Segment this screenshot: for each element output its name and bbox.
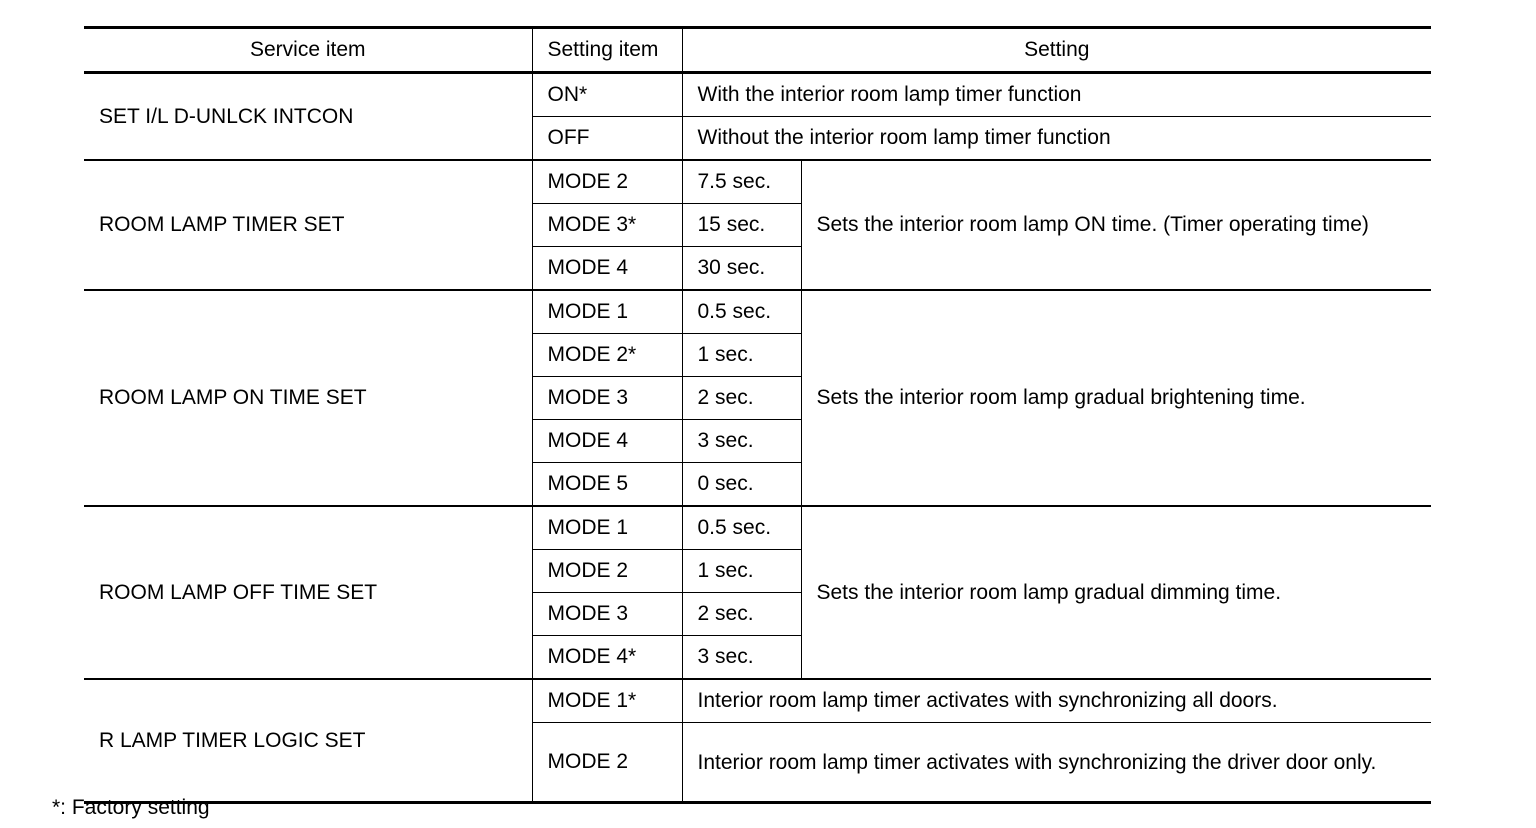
setting-item-cell: MODE 2*: [532, 334, 682, 377]
time-cell: 30 sec.: [682, 247, 801, 291]
service-settings-table-container: [84, 26, 1431, 804]
time-cell: 0.5 sec.: [682, 290, 801, 334]
table-row: [84, 73, 1431, 117]
service-item-cell: R LAMP TIMER LOGIC SET: [84, 679, 532, 803]
setting-cell: Interior room lamp timer activates with synchronizing all doors.: [682, 679, 1431, 723]
time-cell: 2 sec.: [682, 593, 801, 636]
time-cell: 7.5 sec.: [682, 160, 801, 204]
time-cell: 3 sec.: [682, 420, 801, 463]
setting-item-cell: MODE 3*: [532, 204, 682, 247]
service-settings-table: [84, 26, 1431, 804]
time-cell: 0 sec.: [682, 463, 801, 507]
factory-setting-footnote: *: Factory setting: [52, 796, 210, 819]
setting-cell: Interior room lamp timer activates with synchronizing the driver door only.: [682, 723, 1431, 803]
service-item-cell: ROOM LAMP TIMER SET: [84, 160, 532, 290]
table-header-row: [84, 28, 1431, 73]
table-row: [84, 679, 1431, 723]
setting-item-cell: MODE 4*: [532, 636, 682, 680]
table-row: [84, 506, 1431, 550]
setting-cell: Without the interior room lamp timer function: [682, 117, 1431, 161]
setting-item-cell: MODE 3: [532, 593, 682, 636]
setting-item-cell: MODE 4: [532, 420, 682, 463]
time-cell: 2 sec.: [682, 377, 801, 420]
setting-item-cell: OFF: [532, 117, 682, 161]
header-setting: Setting: [682, 28, 1431, 73]
description-cell: Sets the interior room lamp ON time. (Timer operating time): [801, 160, 1431, 290]
time-cell: 1 sec.: [682, 550, 801, 593]
setting-item-cell: MODE 1*: [532, 679, 682, 723]
setting-item-cell: ON*: [532, 73, 682, 117]
header-service-item: Service item: [84, 28, 532, 73]
service-item-cell: ROOM LAMP ON TIME SET: [84, 290, 532, 506]
setting-cell: With the interior room lamp timer function: [682, 73, 1431, 117]
service-item-cell: SET I/L D-UNLCK INTCON: [84, 73, 532, 161]
setting-item-cell: MODE 4: [532, 247, 682, 291]
service-item-cell: ROOM LAMP OFF TIME SET: [84, 506, 532, 679]
description-cell: Sets the interior room lamp gradual brightening time.: [801, 290, 1431, 506]
setting-item-cell: MODE 2: [532, 723, 682, 803]
setting-item-cell: MODE 2: [532, 550, 682, 593]
header-setting-item: Setting item: [532, 28, 682, 73]
setting-item-cell: MODE 5: [532, 463, 682, 507]
time-cell: 3 sec.: [682, 636, 801, 680]
time-cell: 15 sec.: [682, 204, 801, 247]
time-cell: 0.5 sec.: [682, 506, 801, 550]
table-row: [84, 160, 1431, 204]
setting-item-cell: MODE 3: [532, 377, 682, 420]
setting-item-cell: MODE 2: [532, 160, 682, 204]
description-cell: Sets the interior room lamp gradual dimming time.: [801, 506, 1431, 679]
setting-item-cell: MODE 1: [532, 290, 682, 334]
setting-item-cell: MODE 1: [532, 506, 682, 550]
table-row: [84, 290, 1431, 334]
time-cell: 1 sec.: [682, 334, 801, 377]
